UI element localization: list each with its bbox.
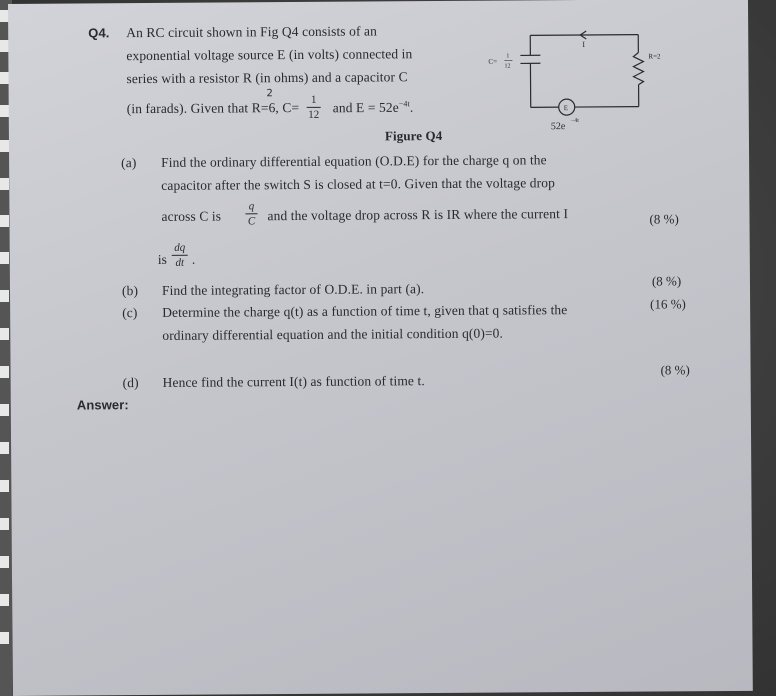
part-a-line-4-suffix: . [191, 251, 196, 267]
given-e [333, 99, 414, 116]
given-e-end: . [409, 99, 414, 115]
capacitor-num: 1 [506, 53, 510, 60]
given-e-exponent: −4t [398, 99, 410, 109]
part-b-label: (b) [121, 283, 139, 299]
resistor-label: R=2 [648, 52, 661, 61]
current-label: I [582, 39, 585, 49]
part-a-line-3-suffix: and the voltage drop across R is IR where the current I [267, 206, 569, 224]
given-c: , C= [275, 99, 300, 116]
figure-caption: Figure Q4 [384, 127, 443, 144]
source-value-exponent: −4t [570, 118, 579, 125]
part-c-line-1: Determine the charge q(t) as a function of time t, given that q satisfies the [162, 302, 568, 320]
given-c-numerator: 1 [310, 93, 317, 106]
capacitor-label: C= [488, 57, 498, 66]
part-a-line-2: capacitor after the switch S is closed at t=0. Given that the voltage drop [161, 175, 555, 193]
top-wire [530, 35, 638, 36]
source-value-label: 52e [550, 121, 566, 133]
given-values-line [126, 88, 300, 117]
part-a-q-over-c [245, 200, 257, 227]
intro-line-3: series with a resistor R (in ohms) and a capacitor C [126, 69, 408, 87]
question-label: Q4. [88, 25, 110, 41]
intro-line-1: An RC circuit shown in Fig Q4 consists of an [126, 23, 378, 41]
given-c-denominator: 12 [308, 108, 320, 121]
handwritten-correction: 2 [266, 88, 273, 100]
given-r-value: 6 [268, 100, 276, 116]
source-e-label: E [563, 104, 569, 113]
intro-line-2: exponential voltage source E (in volts) connected in [126, 46, 413, 64]
given-c-fraction [307, 94, 321, 121]
dt-denominator: dt [175, 256, 185, 269]
part-a-marks: (8 %) [649, 211, 679, 227]
part-d-marks: (8 %) [660, 362, 690, 378]
part-c-line-2: ordinary differential equation and the initial condition q(0)=0. [162, 325, 504, 343]
part-d-text: Hence find the current I(t) as function of time t. [162, 373, 425, 390]
part-b-marks: (8 %) [651, 273, 682, 289]
part-a-line-1: Find the ordinary differential equation (O.D.E) for the charge q on the [161, 152, 547, 170]
part-b-text: Find the integrating factor of O.D.E. in part (a). [161, 281, 425, 298]
exam-paper [8, 0, 753, 696]
part-c-label: (c) [122, 305, 138, 321]
part-a-line-4-prefix: is [157, 251, 168, 267]
part-a-line-3-prefix: across C is [161, 208, 222, 224]
c-denominator: C [247, 215, 256, 228]
dq-numerator: dq [174, 241, 186, 254]
part-a-label: (a) [121, 155, 137, 171]
part-a-dq-dt [172, 242, 188, 269]
capacitor-den: 12 [504, 63, 511, 70]
part-c-marks: (16 %) [650, 296, 686, 312]
q-numerator: q [248, 200, 255, 213]
given-e-text: and E = 52e [332, 99, 399, 116]
part-d-label: (d) [122, 375, 139, 391]
resistor-zigzag [633, 53, 643, 85]
given-prefix: (in farads). Given that R= [126, 100, 269, 117]
answer-label: Answer: [76, 397, 129, 413]
rc-circuit-diagram [478, 24, 709, 136]
given-r [266, 88, 276, 116]
